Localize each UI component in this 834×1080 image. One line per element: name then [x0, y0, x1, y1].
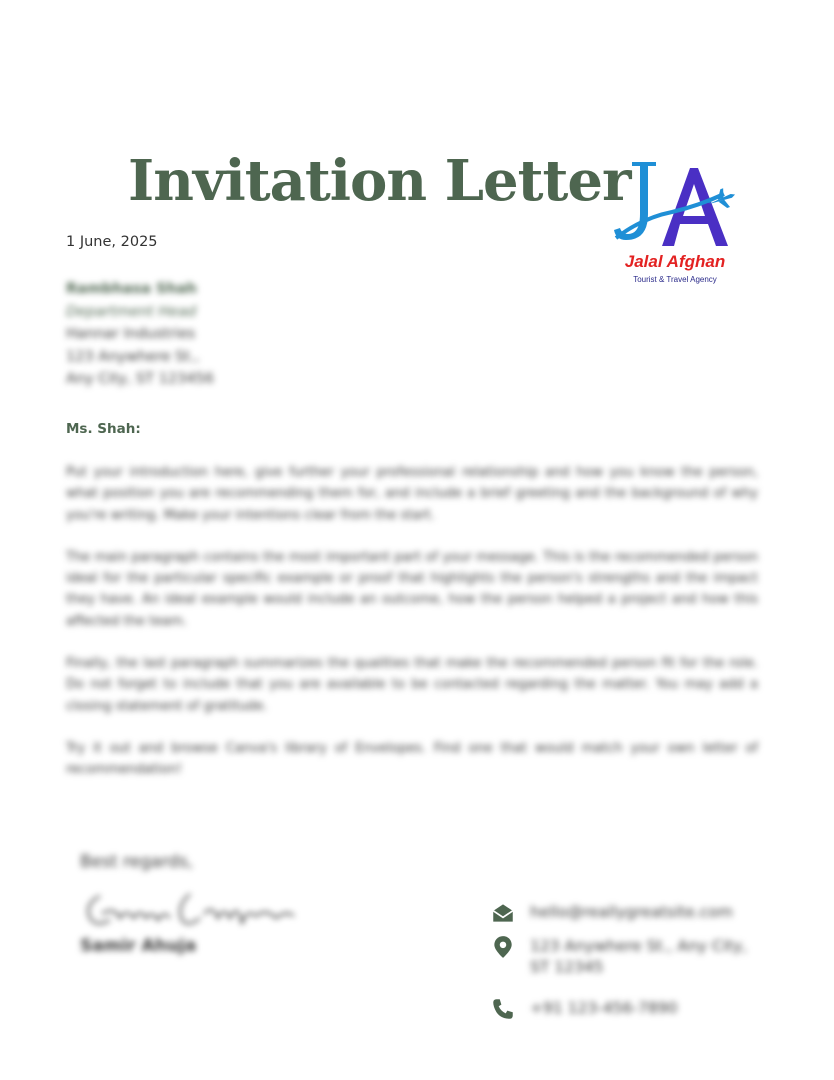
recipient-company: Hannar Industries [66, 326, 196, 342]
letter-date: 1 June, 2025 [66, 234, 158, 250]
body-paragraph: The main paragraph contains the most important part of your message. This is the recommended person ideal for the particular specific example or proof that highlights the person's strengths and the impact they have. An ideal example would include an outcome, how the person helped a project and how this affected the team. [66, 549, 758, 629]
contact-phone: +91 123-456-7890 [530, 999, 678, 1017]
recipient-city: Any City, ST 123456 [66, 371, 214, 387]
letter-body [66, 462, 758, 802]
contact-address: 123 Anywhere St., Any City, ST 12345 [530, 937, 748, 976]
closing-block [80, 852, 310, 956]
logo-j-shape [614, 162, 656, 240]
signature-image [80, 884, 310, 934]
recipient-street: 123 Anywhere St., [66, 348, 200, 365]
phone-icon [490, 996, 516, 1022]
body-paragraph: Finally, the last paragraph summarizes the qualities that make the recommended person fit for the role. Do not forget to include that you are available to be contacted regarding the matter. You may add a closing statement of gratitude. [66, 656, 758, 714]
logo-brand: Jalal Afghan [624, 252, 726, 271]
envelope-icon [490, 900, 516, 926]
closing-text: Best regards, [80, 852, 194, 872]
body-paragraph: Try it out and browse Canva's library of Envelopes. Find one that would match your own letter of recommendation! [66, 740, 758, 778]
contact-info [490, 898, 780, 1028]
contact-address-row [490, 932, 780, 994]
letter-title: Invitation Letter [128, 148, 631, 214]
contact-email: hello@reallygreatsite.com [530, 903, 733, 921]
location-pin-icon [490, 934, 516, 960]
contact-email-row [490, 898, 780, 932]
signer-name: Samir Ahuja [80, 936, 197, 956]
recipient-title: Department Head [66, 303, 197, 320]
recipient-name: Rambhasa Shah [66, 281, 197, 297]
contact-phone-row [490, 994, 780, 1028]
company-logo [612, 154, 738, 288]
body-paragraph: Put your introduction here, give further your professional relationship and how you know the person, what position you are recommending them for, and include a brief greeting and the background of why you're writing. Make your intentions clear from the start. [66, 465, 758, 523]
recipient-address [66, 278, 214, 391]
logo-tagline: Tourist & Travel Agency [633, 275, 717, 284]
salutation: Ms. Shah: [66, 421, 141, 437]
